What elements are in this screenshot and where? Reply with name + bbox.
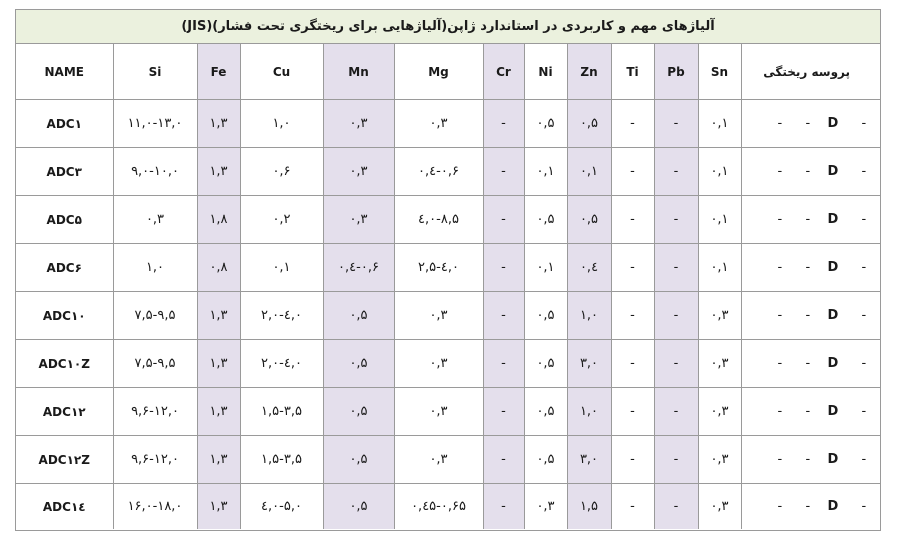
cell-name: ADC۱٤ xyxy=(16,484,113,530)
process-mark: - xyxy=(805,212,811,227)
process-mark: - xyxy=(805,308,811,323)
cell-ti: - xyxy=(611,388,654,436)
cell-si: ۰,۳ xyxy=(113,196,197,244)
process-mark: - xyxy=(777,499,783,514)
cell-mn: ۰,۵ xyxy=(323,292,394,340)
cell-pb: - xyxy=(654,244,698,292)
cell-pb: - xyxy=(654,340,698,388)
cell-pb: - xyxy=(654,100,698,148)
cell-mg: ٤,۰-۸,۵ xyxy=(394,196,483,244)
table-row xyxy=(16,148,880,196)
cell-ni: ۰,۱ xyxy=(524,244,567,292)
cell-si: ۱۶,۰-۱۸,۰ xyxy=(113,484,197,530)
cell-ti: - xyxy=(611,436,654,484)
cell-name: ADC۵ xyxy=(16,196,113,244)
cell-pb: - xyxy=(654,196,698,244)
cell-ti: - xyxy=(611,148,654,196)
process-mark: - xyxy=(805,260,811,275)
cell-process xyxy=(741,484,880,530)
cell-ni: ۰,۵ xyxy=(524,340,567,388)
cell-name: ADC۱۲ xyxy=(16,388,113,436)
cell-name: ADC۱۲Z xyxy=(16,436,113,484)
table-row xyxy=(16,292,880,340)
cell-zn: ۱,۰ xyxy=(567,388,611,436)
cell-si: ۹,۶-۱۲,۰ xyxy=(113,436,197,484)
process-mark: - xyxy=(777,452,783,467)
header-sn: Sn xyxy=(698,44,741,100)
cell-si: ۷,۵-۹,۵ xyxy=(113,340,197,388)
cell-ti: - xyxy=(611,340,654,388)
table-title-text: آلیاژهای مهم و کاربردی در استاندارد ژاپن(آلیاژهایی برای ریختگری تحت فشار)(JIS) xyxy=(181,19,715,34)
cell-zn: ۰,۵ xyxy=(567,100,611,148)
table-row xyxy=(16,484,880,530)
cell-cr: - xyxy=(483,436,524,484)
header-name: NAME xyxy=(16,44,113,100)
cell-cu: ۲,۰-٤,۰ xyxy=(240,340,323,388)
process-mark: - xyxy=(777,212,783,227)
cell-process xyxy=(741,340,880,388)
process-mark: - xyxy=(861,404,867,419)
cell-zn: ۱,۰ xyxy=(567,292,611,340)
cell-zn: ۰,٤ xyxy=(567,244,611,292)
cell-sn: ۰,۱ xyxy=(698,196,741,244)
cell-process xyxy=(741,244,880,292)
cell-name: ADC۳ xyxy=(16,148,113,196)
cell-ti: - xyxy=(611,196,654,244)
cell-pb: - xyxy=(654,484,698,530)
process-mark: D xyxy=(827,116,839,131)
header-ti: Ti xyxy=(611,44,654,100)
cell-ni: ۰,۵ xyxy=(524,436,567,484)
cell-sn: ۰,۳ xyxy=(698,388,741,436)
cell-mg: ۰,۳ xyxy=(394,340,483,388)
header-cu: Cu xyxy=(240,44,323,100)
cell-cr: - xyxy=(483,292,524,340)
cell-cr: - xyxy=(483,196,524,244)
cell-sn: ۰,۱ xyxy=(698,100,741,148)
cell-pb: - xyxy=(654,292,698,340)
table-row xyxy=(16,340,880,388)
cell-fe: ۱,۳ xyxy=(197,148,240,196)
cell-fe: ۰,۸ xyxy=(197,244,240,292)
alloy-table-sheet xyxy=(15,9,881,531)
cell-cr: - xyxy=(483,100,524,148)
cell-sn: ۰,۱ xyxy=(698,244,741,292)
cell-si: ۹,۰-۱۰,۰ xyxy=(113,148,197,196)
cell-name: ADC۶ xyxy=(16,244,113,292)
cell-mg: ۲,۵-٤,۰ xyxy=(394,244,483,292)
cell-cu: ۰,۱ xyxy=(240,244,323,292)
header-si: Si xyxy=(113,44,197,100)
cell-mg: ۰,۳ xyxy=(394,292,483,340)
cell-name: ADC۱۰ xyxy=(16,292,113,340)
cell-ti: - xyxy=(611,484,654,530)
process-mark: D xyxy=(827,499,839,514)
process-mark: D xyxy=(827,452,839,467)
cell-ni: ۰,۵ xyxy=(524,388,567,436)
cell-cu: ۰,۲ xyxy=(240,196,323,244)
cell-mg: ۰,۳ xyxy=(394,436,483,484)
header-cr: Cr xyxy=(483,44,524,100)
cell-fe: ۱,۳ xyxy=(197,100,240,148)
cell-sn: ۰,۳ xyxy=(698,436,741,484)
cell-mg: ۰,۳ xyxy=(394,388,483,436)
header-process: پروسه ریختگی xyxy=(741,44,880,100)
cell-mn: ۰,٤-۰,۶ xyxy=(323,244,394,292)
process-mark: - xyxy=(777,260,783,275)
process-mark: - xyxy=(861,116,867,131)
cell-process xyxy=(741,292,880,340)
cell-pb: - xyxy=(654,436,698,484)
cell-cr: - xyxy=(483,244,524,292)
cell-fe: ۱,۳ xyxy=(197,340,240,388)
process-mark: D xyxy=(827,308,839,323)
header-zn: Zn xyxy=(567,44,611,100)
cell-cu: ۱,۵-۳,۵ xyxy=(240,436,323,484)
process-mark: D xyxy=(827,404,839,419)
cell-cu: ٤,۰-۵,۰ xyxy=(240,484,323,530)
cell-mg: ۰,٤-۰,۶ xyxy=(394,148,483,196)
cell-zn: ۰,۵ xyxy=(567,196,611,244)
cell-name: ADC۱ xyxy=(16,100,113,148)
cell-cr: - xyxy=(483,388,524,436)
table-row xyxy=(16,388,880,436)
cell-fe: ۱,۳ xyxy=(197,484,240,530)
process-mark: - xyxy=(861,164,867,179)
cell-name: ADC۱۰Z xyxy=(16,340,113,388)
process-mark: - xyxy=(805,116,811,131)
process-mark: D xyxy=(827,212,839,227)
cell-sn: ۰,۳ xyxy=(698,292,741,340)
cell-sn: ۰,۳ xyxy=(698,484,741,530)
process-mark: - xyxy=(777,116,783,131)
table-row xyxy=(16,100,880,148)
process-mark: - xyxy=(861,308,867,323)
cell-pb: - xyxy=(654,148,698,196)
cell-fe: ۱,۳ xyxy=(197,436,240,484)
cell-mn: ۰,۳ xyxy=(323,148,394,196)
cell-mn: ۰,۵ xyxy=(323,436,394,484)
process-mark: - xyxy=(777,164,783,179)
cell-process xyxy=(741,148,880,196)
cell-cr: - xyxy=(483,340,524,388)
header-fe: Fe xyxy=(197,44,240,100)
cell-cr: - xyxy=(483,148,524,196)
table-title xyxy=(16,10,880,44)
cell-mg: ۰,۳ xyxy=(394,100,483,148)
cell-si: ۹,۶-۱۲,۰ xyxy=(113,388,197,436)
cell-process xyxy=(741,196,880,244)
cell-cu: ۱,۵-۳,۵ xyxy=(240,388,323,436)
process-mark: D xyxy=(827,356,839,371)
cell-fe: ۱,۸ xyxy=(197,196,240,244)
process-mark: - xyxy=(805,499,811,514)
process-mark: D xyxy=(827,164,839,179)
process-mark: - xyxy=(805,404,811,419)
process-mark: - xyxy=(861,452,867,467)
cell-zn: ۳,۰ xyxy=(567,436,611,484)
cell-cr: - xyxy=(483,484,524,530)
cell-process xyxy=(741,388,880,436)
table-body xyxy=(16,100,880,530)
header-pb: Pb xyxy=(654,44,698,100)
process-mark: - xyxy=(777,404,783,419)
cell-mn: ۰,۵ xyxy=(323,388,394,436)
process-mark: D xyxy=(827,260,839,275)
process-mark: - xyxy=(777,308,783,323)
cell-ni: ۰,۱ xyxy=(524,148,567,196)
cell-zn: ۰,۱ xyxy=(567,148,611,196)
cell-sn: ۰,۱ xyxy=(698,148,741,196)
table-row xyxy=(16,196,880,244)
cell-ti: - xyxy=(611,244,654,292)
table-row xyxy=(16,244,880,292)
cell-zn: ۳,۰ xyxy=(567,340,611,388)
table-row xyxy=(16,436,880,484)
cell-ti: - xyxy=(611,100,654,148)
cell-si: ۷,۵-۹,۵ xyxy=(113,292,197,340)
cell-sn: ۰,۳ xyxy=(698,340,741,388)
cell-si: ۱۱,۰-۱۳,۰ xyxy=(113,100,197,148)
cell-mn: ۰,۵ xyxy=(323,340,394,388)
cell-ni: ۰,۵ xyxy=(524,196,567,244)
cell-cu: ۰,۶ xyxy=(240,148,323,196)
cell-si: ۱,۰ xyxy=(113,244,197,292)
cell-cu: ۲,۰-٤,۰ xyxy=(240,292,323,340)
cell-ni: ۰,۵ xyxy=(524,292,567,340)
header-ni: Ni xyxy=(524,44,567,100)
cell-ni: ۰,۳ xyxy=(524,484,567,530)
process-mark: - xyxy=(777,356,783,371)
cell-mn: ۰,۳ xyxy=(323,196,394,244)
process-mark: - xyxy=(805,356,811,371)
process-mark: - xyxy=(861,212,867,227)
cell-process xyxy=(741,436,880,484)
header-mn: Mn xyxy=(323,44,394,100)
process-mark: - xyxy=(805,164,811,179)
cell-ti: - xyxy=(611,292,654,340)
process-mark: - xyxy=(861,499,867,514)
header-row xyxy=(16,44,880,100)
cell-fe: ۱,۳ xyxy=(197,388,240,436)
cell-process xyxy=(741,100,880,148)
cell-cu: ۱,۰ xyxy=(240,100,323,148)
process-mark: - xyxy=(861,260,867,275)
alloy-table xyxy=(16,44,880,529)
cell-mg: ۰,٤۵-۰,۶۵ xyxy=(394,484,483,530)
cell-mn: ۰,۵ xyxy=(323,484,394,530)
process-mark: - xyxy=(861,356,867,371)
header-mg: Mg xyxy=(394,44,483,100)
cell-mn: ۰,۳ xyxy=(323,100,394,148)
cell-ni: ۰,۵ xyxy=(524,100,567,148)
cell-pb: - xyxy=(654,388,698,436)
cell-zn: ۱,۵ xyxy=(567,484,611,530)
cell-fe: ۱,۳ xyxy=(197,292,240,340)
process-mark: - xyxy=(805,452,811,467)
